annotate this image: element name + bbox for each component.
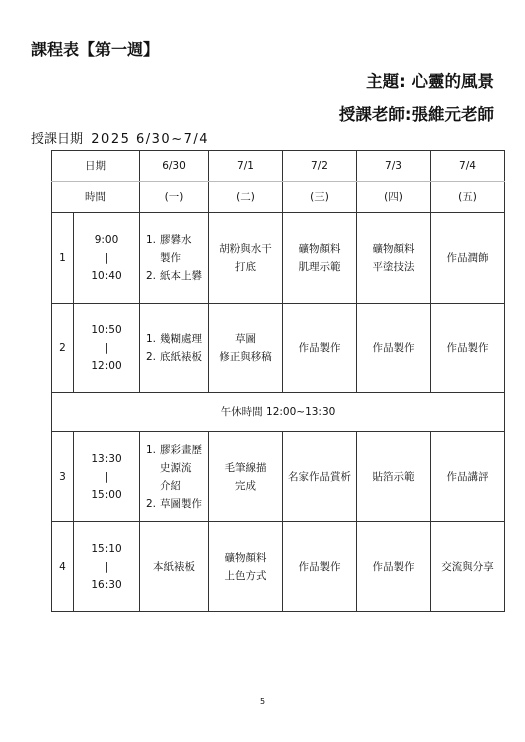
list-text (160, 441, 202, 495)
list-item (146, 348, 202, 366)
list-number: 2. (146, 270, 157, 282)
list-item (146, 330, 202, 348)
list-text: 幾糊處理 (160, 333, 202, 345)
period-row-2 (52, 304, 505, 393)
line: 作品製作 (298, 560, 341, 573)
schedule-cell (283, 213, 357, 304)
period-time-separator: | (104, 470, 109, 483)
course-dates-label: 授課日期 (31, 132, 84, 147)
list-text: 紙本上礬 (160, 270, 202, 282)
period-time-separator: | (104, 560, 109, 573)
period-end: 10:40 (91, 270, 122, 282)
schedule-table (51, 150, 505, 612)
schedule-cell (357, 304, 431, 393)
line: 礦物顏料 (372, 243, 415, 255)
line: 膠彩畫歷 (160, 443, 202, 456)
numbered-activity-list (146, 231, 202, 285)
weekday-header: (二) (209, 182, 283, 213)
date-header: 7/1 (209, 151, 283, 182)
period-end: 16:30 (91, 578, 122, 591)
line: 膠礬水 (160, 234, 192, 246)
period-start: 10:50 (91, 324, 122, 336)
lunch-break: 午休時間 12:00~13:30 (52, 393, 505, 432)
document-title: 課程表【第一週】 (31, 40, 160, 59)
schedule-cell (209, 213, 283, 304)
line: 肌理示範 (298, 261, 341, 273)
line: 名家作品賞析 (288, 470, 351, 483)
schedule-cell (431, 213, 505, 304)
schedule-cell (431, 304, 505, 393)
schedule-cell: 本紙裱板 (140, 522, 209, 612)
period-time-separator: | (104, 252, 109, 264)
list-item (146, 441, 202, 495)
date-header: 7/3 (357, 151, 431, 182)
weekday-header: (五) (431, 182, 505, 213)
line: 貼箔示範 (372, 470, 415, 483)
time-header-label: 時間 (52, 182, 140, 213)
period-start: 15:10 (91, 542, 122, 555)
period-end: 12:00 (91, 360, 122, 372)
line: 作品製作 (372, 560, 415, 573)
date-header: 6/30 (140, 151, 209, 182)
schedule-cell (283, 432, 357, 522)
list-text: 底紙裱板 (160, 351, 202, 363)
schedule-cell (357, 522, 431, 612)
list-item (146, 495, 202, 513)
list-text: 草圖製作 (160, 497, 202, 510)
line: 完成 (235, 479, 256, 492)
line: 介紹 (160, 479, 181, 492)
line: 礦物顏料 (298, 243, 341, 255)
line: 草圖 (235, 333, 256, 345)
list-number: 2. (146, 497, 157, 510)
course-theme: 主題: 心靈的風景 (366, 72, 494, 91)
schedule-cell (431, 522, 505, 612)
line: 作品製作 (298, 342, 341, 354)
date-header-label: 日期 (52, 151, 140, 182)
list-number: 1. (146, 443, 157, 456)
schedule-cell (140, 304, 209, 393)
line: 修正與移稿 (219, 351, 272, 363)
list-text (160, 231, 192, 267)
date-header: 7/2 (283, 151, 357, 182)
period-row-3 (52, 432, 505, 522)
period-row-1 (52, 213, 505, 304)
schedule-cell (283, 304, 357, 393)
period-time-separator: | (104, 342, 109, 354)
weekday-header: (一) (140, 182, 209, 213)
line: 交流與分享 (441, 560, 494, 573)
schedule-cell (357, 213, 431, 304)
period-start: 13:30 (91, 452, 122, 465)
weekday-header: (四) (357, 182, 431, 213)
schedule-cell (140, 432, 209, 522)
line: 毛筆線描 (224, 461, 267, 474)
period-number: 1 (52, 213, 74, 304)
schedule-cell (209, 304, 283, 393)
period-start: 9:00 (94, 234, 119, 246)
line: 胡粉與水干 (219, 243, 272, 255)
weekday-header: (三) (283, 182, 357, 213)
period-number: 2 (52, 304, 74, 393)
course-dates (31, 128, 209, 147)
line: 作品講評 (446, 470, 489, 483)
period-time (74, 522, 140, 612)
date-header: 7/4 (431, 151, 505, 182)
schedule-cell (209, 522, 283, 612)
period-end: 15:00 (91, 488, 122, 501)
header-dates-row (52, 151, 505, 182)
list-number: 2. (146, 351, 157, 363)
list-item (146, 231, 202, 267)
period-time (74, 304, 140, 393)
line: 作品潤飾 (446, 252, 489, 264)
schedule-cell (283, 522, 357, 612)
schedule-cell (357, 432, 431, 522)
header-weekdays-row (52, 182, 505, 213)
period-number: 4 (52, 522, 74, 612)
period-number: 3 (52, 432, 74, 522)
line: 平塗技法 (372, 261, 415, 273)
schedule-cell (140, 213, 209, 304)
page-number: 5 (259, 697, 266, 706)
numbered-activity-list (146, 441, 202, 513)
course-dates-value: 2025 6/30~7/4 (91, 132, 210, 147)
schedule-cell (431, 432, 505, 522)
line: 製作 (160, 252, 181, 264)
lunch-row (52, 393, 505, 432)
schedule-cell (209, 432, 283, 522)
list-item (146, 267, 202, 285)
line: 史源流 (160, 461, 192, 474)
period-time (74, 432, 140, 522)
line: 上色方式 (224, 569, 267, 582)
list-number: 1. (146, 333, 157, 345)
line: 礦物顏料 (224, 551, 267, 564)
line: 作品製作 (446, 342, 489, 354)
period-time (74, 213, 140, 304)
line: 打底 (235, 261, 256, 273)
line: 作品製作 (372, 342, 415, 354)
period-row-4 (52, 522, 505, 612)
numbered-activity-list (146, 330, 202, 366)
teacher-name: 授課老師:張維元老師 (338, 105, 494, 124)
list-number: 1. (146, 234, 157, 246)
